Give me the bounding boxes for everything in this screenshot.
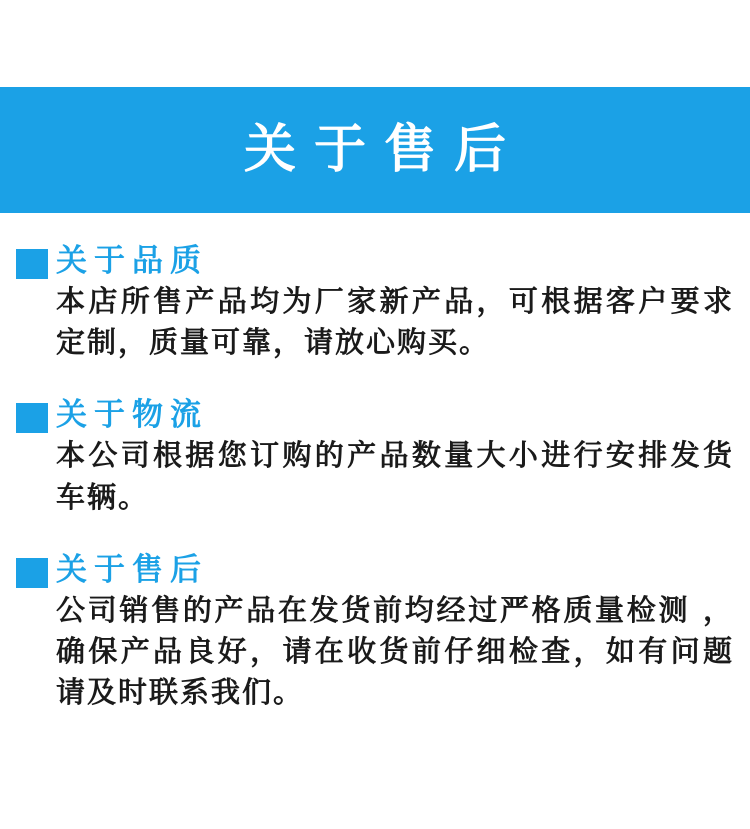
banner-title: 关于售后 <box>243 120 524 180</box>
page-banner <box>0 87 750 213</box>
section-body: 本店所售产品均为厂家新产品，可根据客户要求定制，质量可靠，请放心购买。 <box>56 284 734 360</box>
section-body: 本公司根据您订购的产品数量大小进行安排发货车辆。 <box>56 438 734 514</box>
sections-container <box>0 213 750 713</box>
section-title: 关于售后 <box>56 551 208 588</box>
square-bullet-icon <box>16 558 48 588</box>
section-quality <box>16 245 734 363</box>
section-header <box>16 399 734 433</box>
section-after-sales <box>16 551 734 714</box>
section-header <box>16 245 734 279</box>
square-bullet-icon <box>16 403 48 433</box>
section-title: 关于品质 <box>56 243 208 279</box>
section-header <box>16 551 734 588</box>
section-body: 公司销售的产品在发货前均经过严格质量检测 ，确保产品良好，请在收货前仔细检查，如有问题请及时联系我们。 <box>56 592 734 710</box>
section-title: 关于物流 <box>56 397 208 434</box>
square-bullet-icon <box>16 249 48 279</box>
section-logistics <box>16 399 734 517</box>
